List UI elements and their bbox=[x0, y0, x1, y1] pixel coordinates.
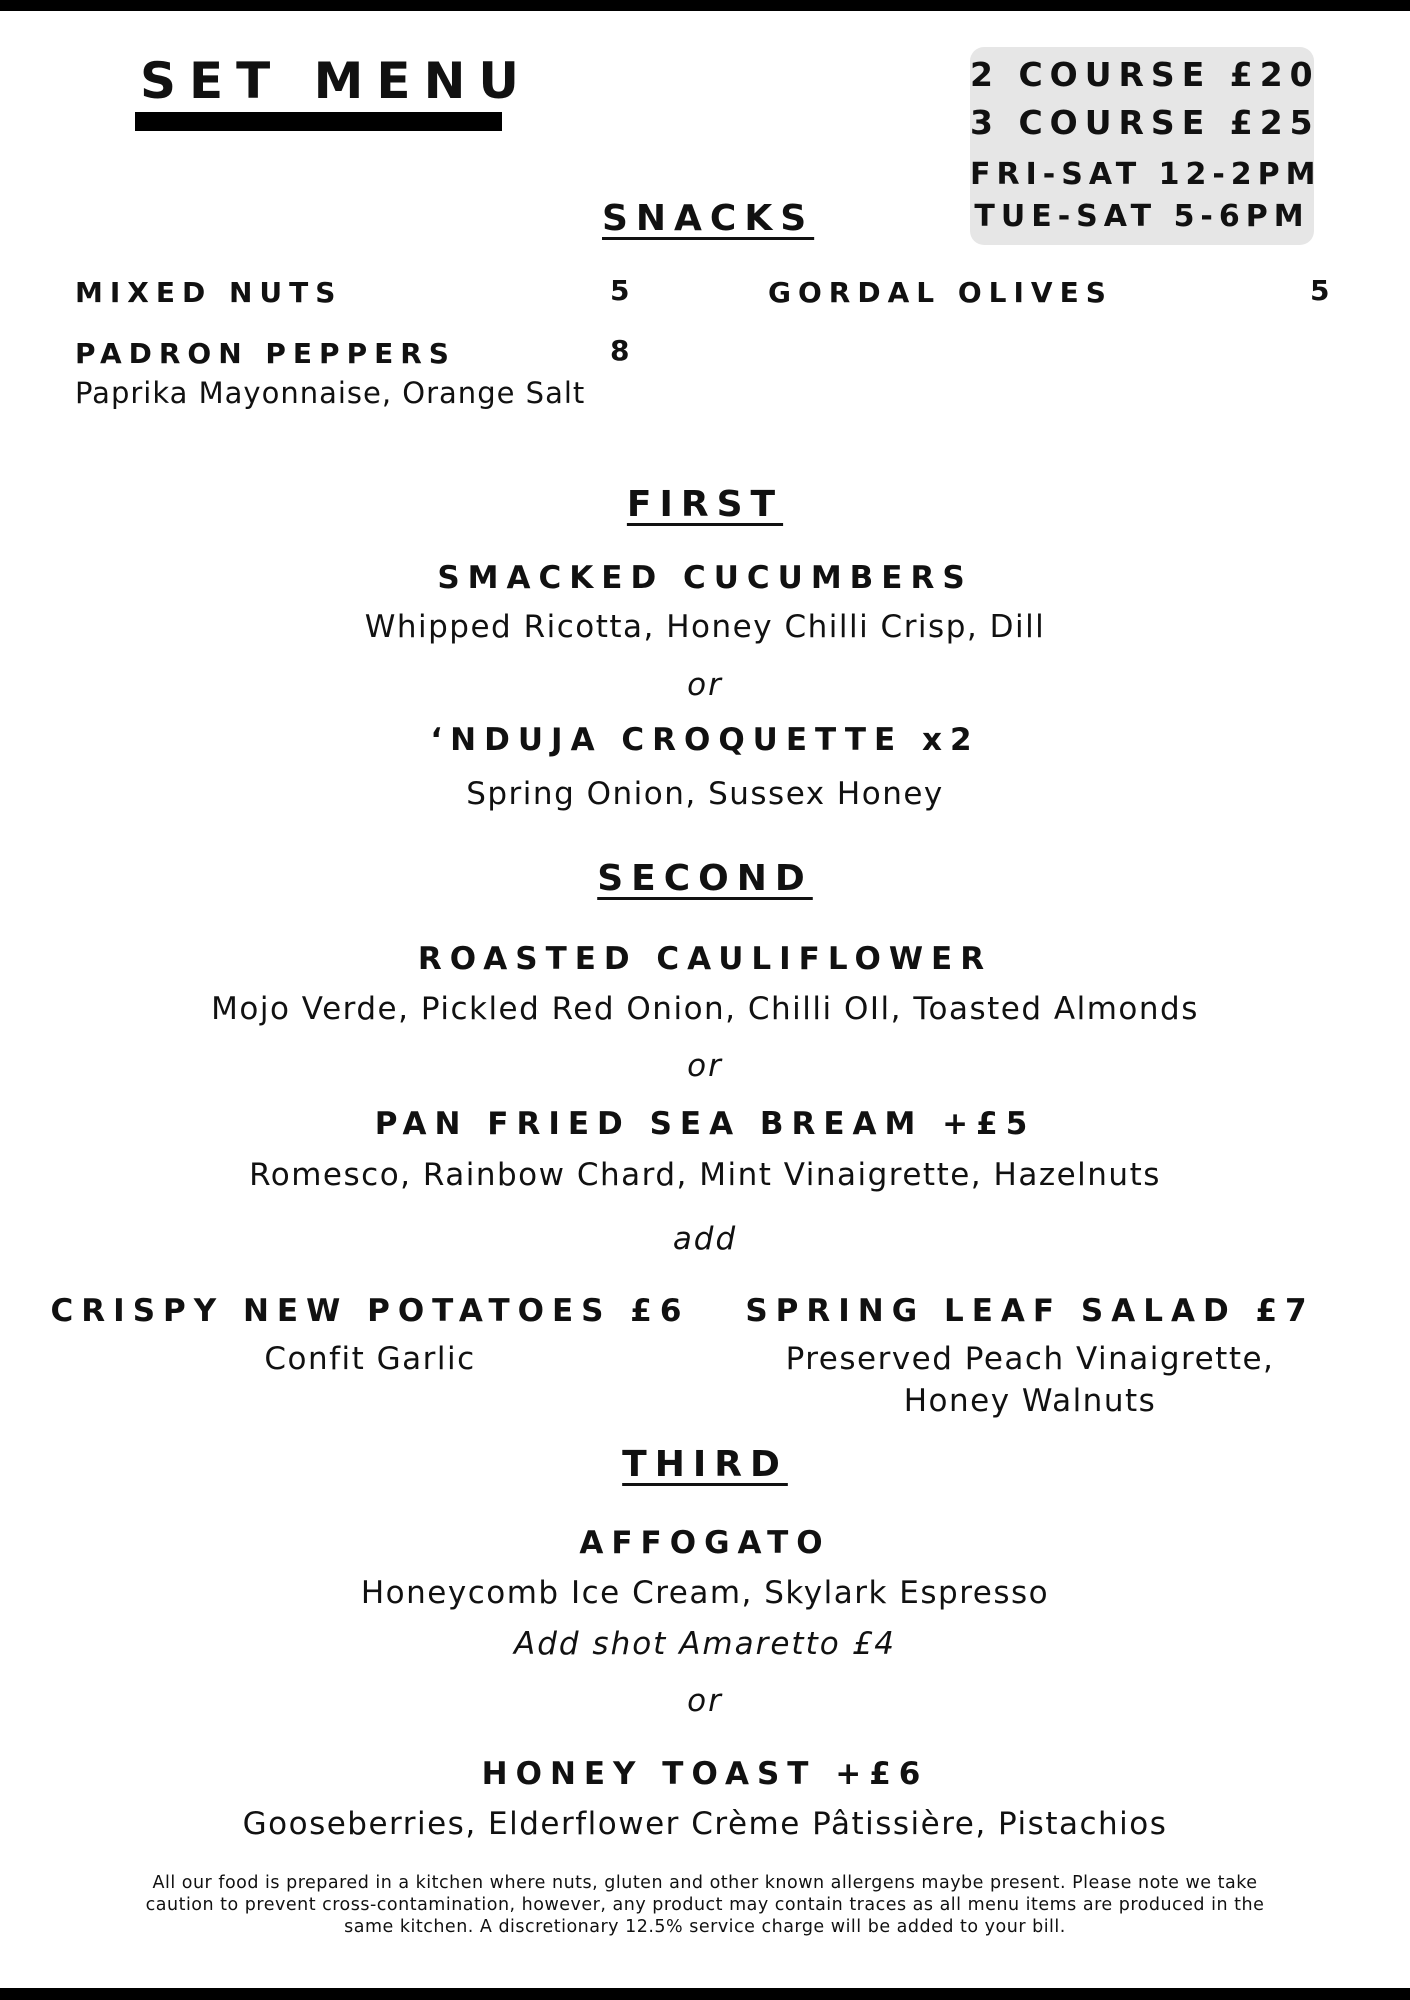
title-underline bbox=[135, 112, 502, 131]
footnote-line: All our food is prepared in a kitchen where nuts, gluten and other known allergens maybe present. Please note we take bbox=[152, 1873, 1258, 1893]
snack-name: MIXED NUTS bbox=[75, 276, 343, 309]
snack-name: GORDAL OLIVES bbox=[768, 276, 1113, 309]
snacks-heading: SNACKS bbox=[602, 198, 815, 239]
time-dinner: TUE-SAT 5-6PM bbox=[974, 199, 1310, 234]
snack-price: 8 bbox=[610, 334, 630, 367]
footnote-line: caution to prevent cross-contamination, however, any product may contain traces as all menu items are produced in the bbox=[145, 1895, 1265, 1915]
side-dish bbox=[40, 1293, 700, 1377]
bottom-border bbox=[0, 1988, 1410, 2000]
price-two-course: 2 COURSE £20 bbox=[970, 55, 1320, 94]
snack-description: Paprika Mayonnaise, Orange Salt bbox=[75, 376, 586, 410]
add-separator: add bbox=[672, 1221, 738, 1257]
page-title: SET MENU bbox=[140, 52, 533, 110]
top-border bbox=[0, 0, 1410, 11]
price-box bbox=[970, 47, 1322, 245]
or-separator: or bbox=[687, 1048, 723, 1084]
dish-name: SMACKED CUCUMBERS bbox=[437, 560, 973, 596]
dish-name: PAN FRIED SEA BREAM +£5 bbox=[374, 1106, 1036, 1142]
dish-name: AFFOGATO bbox=[579, 1525, 831, 1561]
second-heading: SECOND bbox=[597, 858, 813, 899]
dish-description: Gooseberries, Elderflower Crème Pâtissière, Pistachios bbox=[242, 1806, 1168, 1842]
or-separator: or bbox=[687, 667, 723, 703]
side-description: Honey Walnuts bbox=[903, 1383, 1157, 1419]
side-dish bbox=[720, 1293, 1340, 1419]
time-lunch: FRI-SAT 12-2PM bbox=[970, 157, 1322, 192]
price-three-course: 3 COURSE £25 bbox=[970, 103, 1320, 142]
dish-name: ROASTED CAULIFLOWER bbox=[417, 941, 993, 977]
dish-description: Spring Onion, Sussex Honey bbox=[466, 776, 944, 812]
side-description: Confit Garlic bbox=[264, 1341, 476, 1377]
dish-description: Honeycomb Ice Cream, Skylark Espresso bbox=[360, 1575, 1050, 1611]
allergen-footnote bbox=[110, 1872, 1300, 1938]
or-separator: or bbox=[687, 1683, 723, 1719]
snack-price: 5 bbox=[610, 274, 630, 307]
side-name: CRISPY NEW POTATOES £6 bbox=[50, 1293, 690, 1329]
dish-description: Whipped Ricotta, Honey Chilli Crisp, Dill bbox=[364, 609, 1046, 645]
footnote-line: same kitchen. A discretionary 12.5% service charge will be added to your bill. bbox=[344, 1917, 1066, 1937]
dish-name: HONEY TOAST +£6 bbox=[481, 1756, 929, 1792]
dish-extra: Add shot Amaretto £4 bbox=[514, 1626, 896, 1662]
first-heading: FIRST bbox=[626, 484, 784, 525]
dish-description: Mojo Verde, Pickled Red Onion, Chilli OIl, Toasted Almonds bbox=[211, 991, 1199, 1027]
dish-description: Romesco, Rainbow Chard, Mint Vinaigrette, Hazelnuts bbox=[249, 1157, 1161, 1193]
side-name: SPRING LEAF SALAD £7 bbox=[745, 1293, 1315, 1329]
side-description: Preserved Peach Vinaigrette, bbox=[785, 1341, 1275, 1377]
third-heading: THIRD bbox=[622, 1444, 788, 1485]
snack-price: 5 bbox=[1310, 274, 1330, 307]
snack-name: PADRON PEPPERS bbox=[75, 337, 456, 370]
dish-name: ‘NDUJA CROQUETTE x2 bbox=[430, 722, 980, 758]
